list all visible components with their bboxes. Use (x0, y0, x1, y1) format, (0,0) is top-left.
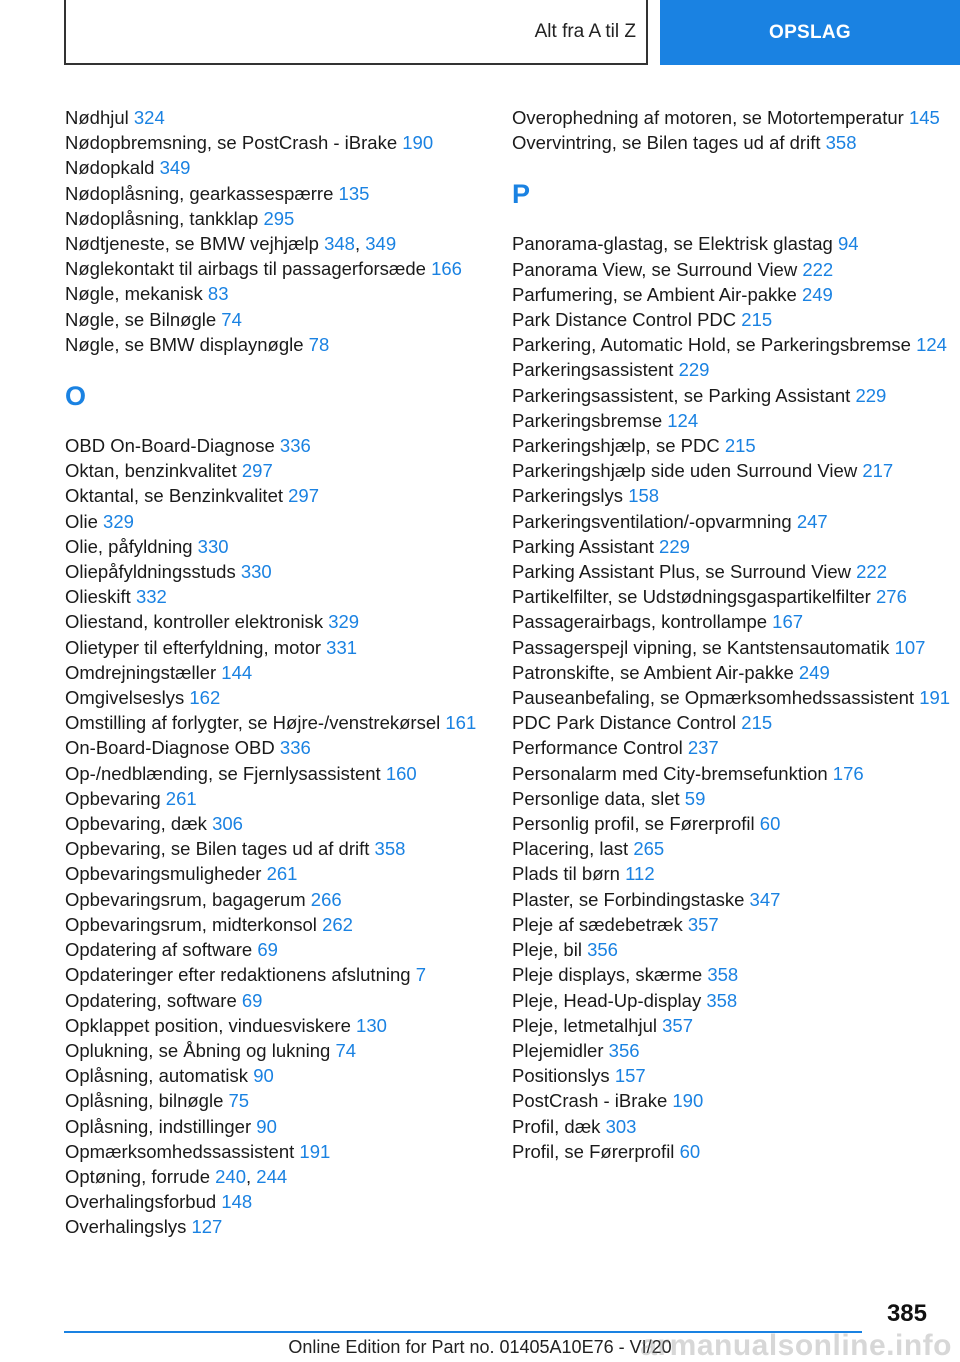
index-entry (512, 735, 952, 760)
index-entry-text: Patronskifte, se Ambient Air-pakke (512, 661, 794, 683)
index-column-right (512, 105, 952, 1164)
page-link[interactable]: 249 (798, 661, 830, 683)
index-entry-text: Plads til børn (512, 863, 620, 885)
index-entry (512, 1114, 952, 1139)
page-link[interactable]: 60 (679, 1140, 701, 1162)
page-link[interactable]: 358 (374, 838, 406, 860)
page-link[interactable]: 166 (431, 258, 462, 280)
page-link[interactable]: 83 (207, 283, 229, 305)
page-link[interactable]: 60 (759, 813, 781, 835)
index-entry-text: Omgivelseslys (65, 687, 185, 709)
index-entry (65, 281, 495, 306)
index-entry (65, 1139, 495, 1164)
index-column-left (65, 105, 495, 1240)
page-link[interactable]: 330 (240, 561, 272, 583)
index-entry (65, 861, 495, 886)
page-link[interactable]: 7 (415, 964, 426, 986)
page-link[interactable]: 265 (633, 838, 665, 860)
index-entry (65, 483, 495, 508)
index-entry (65, 988, 495, 1013)
index-entry (65, 105, 495, 130)
page-link[interactable]: 329 (328, 611, 360, 633)
page-link[interactable]: 127 (191, 1216, 223, 1238)
index-entry-text: Parkeringsassistent, se Parking Assistant (512, 384, 851, 406)
index-entry-text: Pleje, bil (512, 939, 582, 961)
page-link[interactable]: 297 (288, 485, 320, 507)
section-tab-label: Alt fra A til Z (534, 20, 636, 42)
index-entry-text: Opbevaringsrum, bagagerum (65, 888, 306, 910)
index-entry-text: Nødopbremsning, se PostCrash - iBrake (65, 132, 398, 154)
index-entry-text: Personlige data, slet (512, 787, 680, 809)
index-entry-text: On-Board-Diagnose OBD (65, 737, 275, 759)
index-entry-text: Opbevaringsrum, midterkonsol (65, 913, 317, 935)
index-entry-text: Profil, dæk (512, 1115, 601, 1137)
index-entry (512, 1063, 952, 1088)
page-link[interactable]: 148 (221, 1191, 253, 1213)
page-link[interactable]: 349 (365, 233, 397, 255)
index-entry-text: Opbevaring, se Bilen tages ud af drift (65, 838, 370, 860)
index-entry (512, 257, 952, 282)
page-link[interactable]: 276 (876, 586, 907, 608)
index-entry (512, 786, 952, 811)
index-entry-text: Olietyper til efterfyldning, motor (65, 636, 322, 658)
page-link[interactable]: 90 (256, 1115, 277, 1137)
page-link[interactable]: 59 (684, 787, 706, 809)
page-link[interactable]: 107 (894, 636, 926, 658)
page-link[interactable]: 240 (215, 1165, 247, 1187)
index-entry (512, 912, 952, 937)
index-entry-text: Nødoplåsning, gearkassespærre (65, 182, 334, 204)
index-entry-text: Opbevaring (65, 787, 161, 809)
page-link[interactable]: 124 (916, 334, 947, 356)
page-link[interactable]: 75 (228, 1090, 250, 1112)
index-entry (65, 609, 495, 634)
index-entry-text: PostCrash - iBrake (512, 1090, 668, 1112)
page-link[interactable]: 191 (919, 687, 951, 709)
page-link[interactable]: 222 (802, 258, 834, 280)
page-link[interactable]: 176 (832, 762, 864, 784)
page-header (64, 0, 960, 65)
index-entry-text: Opdatering, software (65, 989, 237, 1011)
index-entry-text: Nødtjeneste, se BMW vejhjælp (65, 233, 319, 255)
index-entry-text: Oliestand, kontroller elektronisk (65, 611, 324, 633)
page-link[interactable]: 157 (614, 1065, 646, 1087)
page-link[interactable]: 167 (772, 611, 804, 633)
page-link[interactable]: 331 (326, 636, 358, 658)
index-entry-text: Nødhjul (65, 107, 129, 128)
page-link[interactable]: 215 (724, 435, 756, 457)
index-entry-text: Olieskift (65, 586, 131, 608)
page-link[interactable]: 324 (133, 107, 165, 128)
index-entry-text: Pleje displays, skærme (512, 964, 703, 986)
index-entry-text: Panorama-glastag, se Elektrisk glastag (512, 233, 833, 255)
index-entry-text: Nødoplåsning, tankklap (65, 207, 259, 229)
index-entry (65, 962, 495, 987)
index-entry (65, 181, 495, 206)
index-entry (512, 307, 952, 332)
index-entry (512, 433, 952, 458)
index-entry (65, 534, 495, 559)
index-entry-text: Oktan, benzinkvalitet (65, 460, 237, 482)
index-entry-text: Parkeringsbremse (512, 409, 663, 431)
opslag-tab[interactable] (660, 0, 960, 65)
page-link[interactable]: 261 (165, 787, 197, 809)
index-entry-text: Profil, se Førerprofil (512, 1140, 675, 1162)
index-entry (65, 1189, 495, 1214)
index-entry (512, 635, 952, 660)
index-entry (512, 383, 952, 408)
index-entry-text: Opdatering af software (65, 939, 253, 961)
index-entry (65, 710, 495, 735)
page-link[interactable]: 330 (197, 535, 229, 557)
index-entry-text: Nøgle, se Bilnøgle (65, 308, 217, 330)
index-entry-text: Oplåsning, bilnøgle (65, 1090, 224, 1112)
index-entry-text: Personlig profil, se Førerprofil (512, 813, 755, 835)
index-entry-text: Op-/nedblænding, se Fjernlysassistent (65, 762, 381, 784)
index-entry-text: PDC Park Distance Control (512, 712, 737, 734)
index-entry (512, 660, 952, 685)
index-entry (65, 155, 495, 180)
index-entry (512, 1038, 952, 1063)
index-entry-text: Overhalingslys (65, 1216, 187, 1238)
page-link[interactable]: 266 (310, 888, 342, 910)
page-link[interactable]: 94 (837, 233, 859, 255)
index-entry (512, 962, 952, 987)
index-entry (65, 761, 495, 786)
page-link[interactable]: 336 (279, 435, 311, 457)
page-link[interactable]: 135 (338, 182, 370, 204)
page-link[interactable]: 144 (221, 661, 253, 683)
index-entry (512, 357, 952, 382)
index-entry (65, 433, 495, 458)
index-letter-heading: P (512, 179, 531, 210)
index-entry (65, 509, 495, 534)
index-entry (512, 332, 952, 357)
page-link[interactable]: 261 (266, 863, 298, 885)
index-entry (512, 1013, 952, 1038)
page-link[interactable]: 78 (308, 333, 330, 355)
index-entry-text: Oktantal, se Benzinkvalitet (65, 485, 283, 507)
page-link[interactable]: 357 (662, 1014, 694, 1036)
index-entry (512, 836, 952, 861)
index-entry: Optøning, forrude 240, 244 (65, 1165, 288, 1187)
index-entry-text: Performance Control (512, 737, 683, 759)
index-entry-text: Parfumering, se Ambient Air-pakke (512, 283, 797, 305)
index-entry-text: Panorama View, se Surround View (512, 258, 798, 280)
index-entry (512, 811, 952, 836)
page-link[interactable]: 297 (241, 460, 273, 482)
index-entry-text: Opdateringer efter redaktionens afslutning (65, 964, 411, 986)
page-link[interactable]: 112 (625, 863, 655, 885)
page-link[interactable]: 229 (678, 359, 710, 381)
page-link[interactable]: 306 (212, 813, 243, 835)
page-link[interactable]: 191 (299, 1140, 331, 1162)
page-link[interactable]: 145 (908, 107, 940, 128)
section-tab[interactable] (64, 0, 648, 65)
page-link[interactable]: 215 (741, 712, 773, 734)
page-link[interactable]: 162 (189, 687, 221, 709)
index-entry-text: Overhalingsforbud (65, 1191, 217, 1213)
index-entry-text: Nøglekontakt til airbags til passagerforsæde (65, 258, 426, 280)
index-entry (512, 282, 952, 307)
page-link[interactable]: 348 (324, 233, 355, 255)
index-entry (65, 307, 495, 332)
index-entry-text: Personalarm med City-bremsefunktion (512, 762, 828, 784)
index-entry-text: Opbevaringsmuligheder (65, 863, 262, 885)
index-entry-text: Positionslys (512, 1065, 610, 1087)
index-entry (65, 811, 495, 836)
index-entry-text: Overvintring, se Bilen tages ud af drift (512, 132, 821, 154)
opslag-tab-label: OPSLAG (768, 21, 852, 43)
page-link[interactable]: 357 (687, 913, 719, 935)
index-entry (512, 559, 952, 584)
index-entry (512, 584, 952, 609)
index-entry: Nødtjeneste, se BMW vejhjælp 348, 349 (65, 233, 397, 255)
index-entry-text: Overophedning af motoren, se Motortemperatur (512, 107, 904, 128)
index-entry (65, 584, 495, 609)
index-entry (65, 660, 495, 685)
page-link[interactable]: 332 (135, 586, 167, 608)
index-entry (65, 735, 495, 760)
index-entry-text: Omstilling af forlygter, se Højre-/venstrekørsel (65, 712, 441, 734)
page-link[interactable]: 90 (253, 1065, 274, 1087)
index-entry-text: Oplukning, se Åbning og lukning (65, 1039, 331, 1061)
page-link[interactable]: 237 (687, 737, 719, 759)
index-entry-text: Olie, påfyldning (65, 535, 193, 557)
page-link[interactable]: 358 (825, 132, 857, 154)
index-entry-text: Pleje af sædebetræk (512, 913, 683, 935)
page-link[interactable]: 347 (749, 888, 781, 910)
index-entry-text: Passagerspejl vipning, se Kantstensautomatik (512, 636, 890, 658)
page-link[interactable]: 349 (159, 157, 191, 179)
index-entry (512, 408, 952, 433)
index-entry-text: Partikelfilter, se Udstødningsgaspartikelfilter (512, 586, 871, 608)
index-entry (65, 1063, 495, 1088)
index-entry (512, 458, 952, 483)
page-link[interactable]: 124 (667, 409, 699, 431)
page-link[interactable]: 229 (659, 535, 690, 557)
index-entry (65, 458, 495, 483)
index-entry (512, 761, 952, 786)
index-letter-heading: O (65, 381, 87, 412)
page-link[interactable]: 356 (587, 939, 618, 961)
index-entry-text: Pleje, Head-Up-display (512, 989, 702, 1011)
index-entry (512, 861, 952, 886)
index-entry (512, 1139, 952, 1164)
index-entry (65, 206, 495, 231)
index-entry-text: Oliepåfyldningsstuds (65, 561, 236, 583)
page-link[interactable]: 69 (241, 989, 263, 1011)
page-link[interactable]: 222 (856, 561, 888, 583)
page-link[interactable]: 215 (741, 309, 773, 331)
index-entry-text: Opklappet position, vinduesviskere (65, 1014, 351, 1036)
page-link[interactable]: 358 (706, 989, 738, 1011)
page-link[interactable]: 130 (356, 1014, 387, 1036)
edition-text: Online Edition for Part no. 01405A10E76 - VI/20 (288, 1337, 672, 1357)
page-link[interactable]: 190 (402, 132, 434, 154)
index-entry (512, 609, 952, 634)
index-entry-text: Oplåsning, automatisk (65, 1065, 249, 1087)
index-entry (65, 635, 495, 660)
index-entry (512, 231, 952, 256)
page-link[interactable]: 356 (608, 1039, 640, 1061)
page-link[interactable]: 358 (707, 964, 739, 986)
page-link[interactable]: 295 (263, 207, 295, 229)
index-entry-text: Parkeringshjælp, se PDC (512, 435, 720, 457)
index-entry (65, 836, 495, 861)
index-entry (512, 534, 952, 559)
page-link[interactable]: 74 (221, 308, 242, 330)
index-entry (512, 937, 952, 962)
index-entry-text: Nøgle, se BMW displaynøgle (65, 333, 304, 355)
index-entry (512, 887, 952, 912)
index-entry-text: Plejemidler (512, 1039, 604, 1061)
index-entry (65, 685, 495, 710)
index-entry (65, 130, 495, 155)
index-entry-text: Placering, last (512, 838, 629, 860)
watermark: armanualsonline.info (640, 1329, 952, 1362)
page-link[interactable]: 160 (385, 762, 417, 784)
index-entry-text: Parkeringsventilation/-opvarmning (512, 510, 792, 532)
page-link[interactable]: 336 (279, 737, 311, 759)
index-entry (512, 105, 952, 130)
index-entry (512, 483, 952, 508)
page-link[interactable]: 158 (628, 485, 660, 507)
index-entry-text: Oplåsning, indstillinger (65, 1115, 252, 1137)
index-entry (65, 1214, 495, 1239)
page-link[interactable]: 190 (672, 1090, 704, 1112)
index-entry-text: Opmærksomhedssassistent (65, 1140, 295, 1162)
page-link[interactable]: 244 (256, 1165, 288, 1187)
page-link[interactable]: 74 (335, 1039, 357, 1061)
index-entry (65, 1013, 495, 1038)
index-entry (65, 887, 495, 912)
index-entry-text: OBD On-Board-Diagnose (65, 435, 275, 457)
index-entry (65, 937, 495, 962)
index-entry (65, 559, 495, 584)
page-link[interactable]: 247 (796, 510, 828, 532)
index-entry-text: Pleje, letmetalhjul (512, 1014, 657, 1036)
index-entry-text: Nøgle, mekanisk (65, 283, 203, 305)
index-entry-text: Parking Assistant Plus, se Surround View (512, 561, 851, 583)
page-link[interactable]: 249 (801, 283, 833, 305)
index-entry (65, 786, 495, 811)
index-entry-text: Parkeringslys (512, 485, 624, 507)
index-entry-text: Parkeringsassistent (512, 359, 674, 381)
index-entry (512, 1088, 952, 1113)
index-entry-text: Nødopkald (65, 157, 155, 179)
index-entry (65, 912, 495, 937)
index-entry-text: Optøning, forrude (65, 1165, 210, 1187)
page-number: 385 (886, 1300, 927, 1327)
index-entry-text: Passagerairbags, kontrollampe (512, 611, 768, 633)
index-entry (65, 332, 495, 357)
index-entry-text: Parking Assistant (512, 535, 654, 557)
index-entry (512, 685, 952, 710)
index-entry-text: Parkering, Automatic Hold, se Parkeringsbremse (512, 334, 911, 356)
page-link[interactable]: 69 (257, 939, 278, 961)
index-entry-text: Omdrejningstæller (65, 661, 217, 683)
index-entry (512, 988, 952, 1013)
index-entry (512, 710, 952, 735)
index-entry-text: Plaster, se Forbindingstaske (512, 888, 745, 910)
index-entry-text: Olie (65, 510, 98, 532)
page-link[interactable]: 329 (103, 510, 134, 532)
index-entry-text: Opbevaring, dæk (65, 813, 207, 835)
index-entry (65, 1038, 495, 1063)
index-entry-text: Parkeringshjælp side uden Surround View (512, 460, 858, 482)
index-entry (512, 130, 952, 155)
index-entry (65, 1114, 495, 1139)
page-link[interactable]: 262 (322, 913, 353, 935)
index-entry (512, 509, 952, 534)
index-entry (65, 1088, 495, 1113)
index-entry-text: Pauseanbefaling, se Opmærksomhedssassistent (512, 687, 915, 709)
page-link[interactable]: 161 (445, 712, 477, 734)
page-link[interactable]: 217 (862, 460, 894, 482)
page-link[interactable]: 229 (855, 384, 887, 406)
page-link[interactable]: 303 (605, 1115, 637, 1137)
index-entry (65, 256, 495, 281)
index-entry-text: Park Distance Control PDC (512, 309, 737, 331)
